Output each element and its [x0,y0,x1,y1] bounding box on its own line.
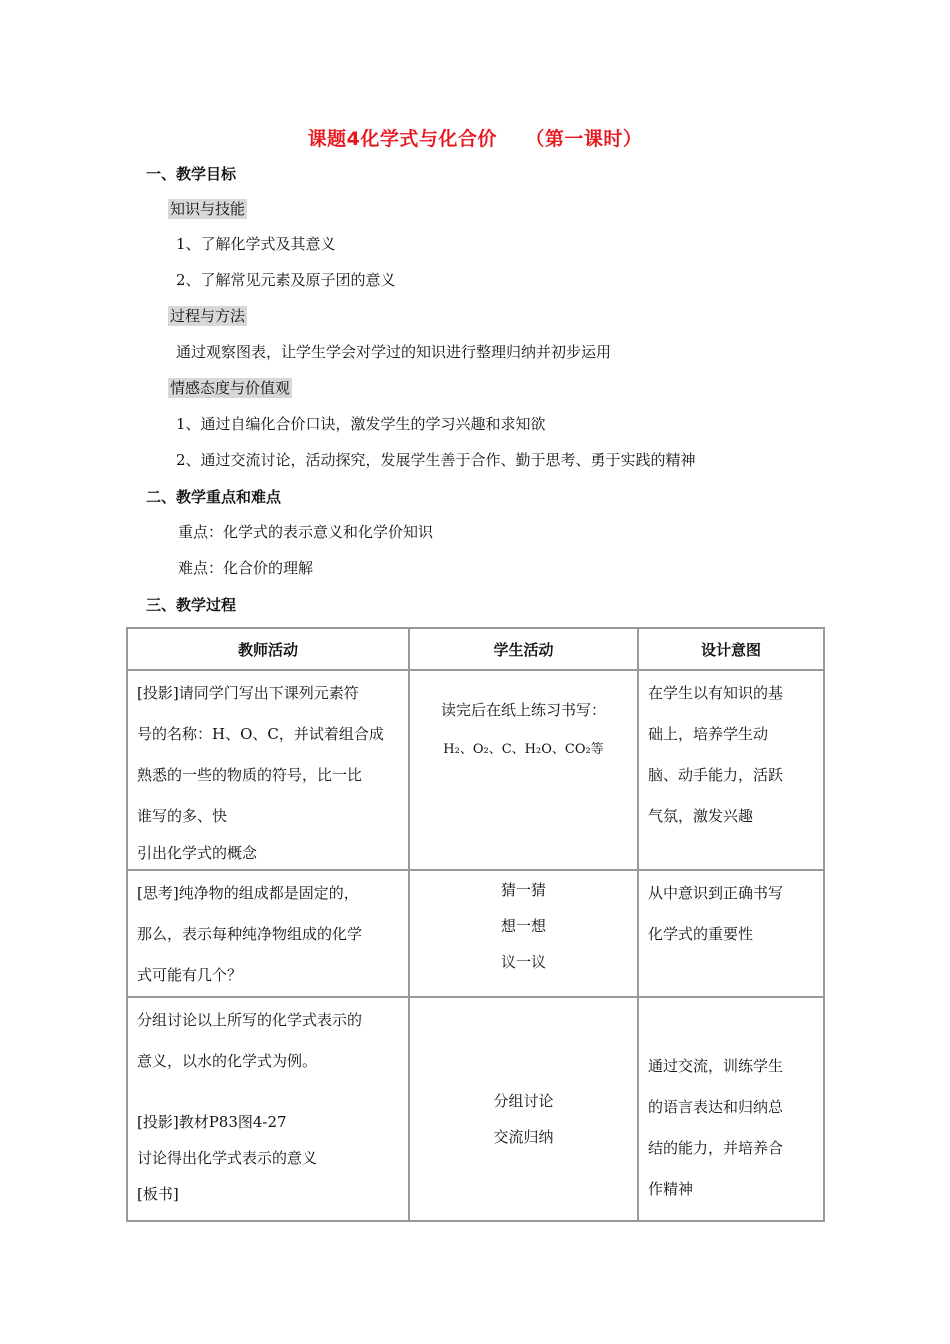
section-heading-goals: 一、教学目标 [146,165,237,183]
cell-line: 通过交流，训练学生 [648,1057,784,1075]
header-student: 学生活动 [409,628,638,670]
cell-line: [投影]教材P83图4-27 [137,1113,287,1131]
attitude-item: 2、通过交流讨论，活动探究，发展学生善于合作、勤于思考、勇于实践的精神 [176,451,696,469]
student-cell [409,870,638,997]
subheading-process: 过程与方法 [170,307,246,325]
cell-line: 谁写的多、快 [137,807,228,825]
cell-line: 分组讨论以上所写的化学式表示的 [137,1011,363,1029]
page-title: 课题4化学式与化合价 （第一课时） [307,128,643,150]
header-teacher: 教师活动 [127,628,409,670]
cell-line: 熟悉的一些的物质的符号，比一比 [137,766,363,784]
process-item: 通过观察图表，让学生学会对学过的知识进行整理归纳并初步运用 [176,343,612,361]
cell-line: 讨论得出化学式表示的意义 [137,1149,318,1167]
subheading-attitude: 情感态度与价值观 [170,379,291,397]
cell-line: 气氛，激发兴趣 [648,807,754,825]
teaching-process-table [126,627,825,1222]
cell-line: 号的名称：H、O、C，并试着组合成 [137,725,384,743]
subheading-knowledge: 知识与技能 [170,200,246,218]
cell-line: 分组讨论 [493,1092,554,1110]
knowledge-item: 2、了解常见元素及原子团的意义 [176,271,396,289]
cell-line: 想一想 [500,917,546,935]
cell-line: 交流归纳 [493,1128,554,1146]
cell-line: 脑、动手能力，活跃 [648,766,784,784]
table-row [127,870,824,997]
cell-line: 化学式的重要性 [648,925,754,943]
cell-line: 从中意识到正确书写 [648,884,784,902]
cell-line: 作精神 [648,1180,694,1198]
cell-line: 础上，培养学生动 [648,725,769,743]
table-row [127,670,824,870]
cell-line: 议一议 [500,953,546,971]
cell-line: 结的能力，并培养合 [648,1139,784,1157]
teacher-cell [127,670,409,870]
teacher-cell [127,997,409,1221]
student-cell [409,997,638,1221]
teacher-cell [127,870,409,997]
header-intent: 设计意图 [638,628,824,670]
cell-line: 那么，表示每种纯净物组成的化学 [137,925,363,943]
cell-line: [板书] [137,1185,179,1203]
attitude-item: 1、通过自编化合价口诀，激发学生的学习兴趣和求知欲 [176,415,546,433]
cell-line: 读完后在纸上练习书写： [440,701,606,719]
intent-cell [638,670,824,870]
intent-cell [638,870,824,997]
cell-line: 式可能有几个？ [137,966,243,984]
difficulty-point: 难点：化合价的理解 [178,559,314,577]
table-row [127,997,824,1221]
intent-cell [638,997,824,1221]
cell-line: 的语言表达和归纳总 [648,1098,784,1116]
section-heading-process: 三、教学过程 [146,596,237,614]
cell-line: 引出化学式的概念 [137,844,258,862]
student-cell [409,670,638,870]
table-header-row [127,628,824,670]
cell-line: H₂、O₂、C、H₂O、CO₂等 [443,742,604,757]
cell-line: 在学生以有知识的基 [648,684,784,702]
cell-line: [投影]请同学门写出下课列元素符 [137,684,359,702]
cell-line: 意义，以水的化学式为例。 [137,1052,318,1070]
cell-line: 猜一猜 [500,881,546,899]
cell-line: [思考]纯净物的组成都是固定的， [137,884,359,902]
knowledge-item: 1、了解化学式及其意义 [176,235,336,253]
section-heading-keypoints: 二、教学重点和难点 [146,488,282,506]
key-point: 重点：化学式的表示意义和化学价知识 [178,523,434,541]
